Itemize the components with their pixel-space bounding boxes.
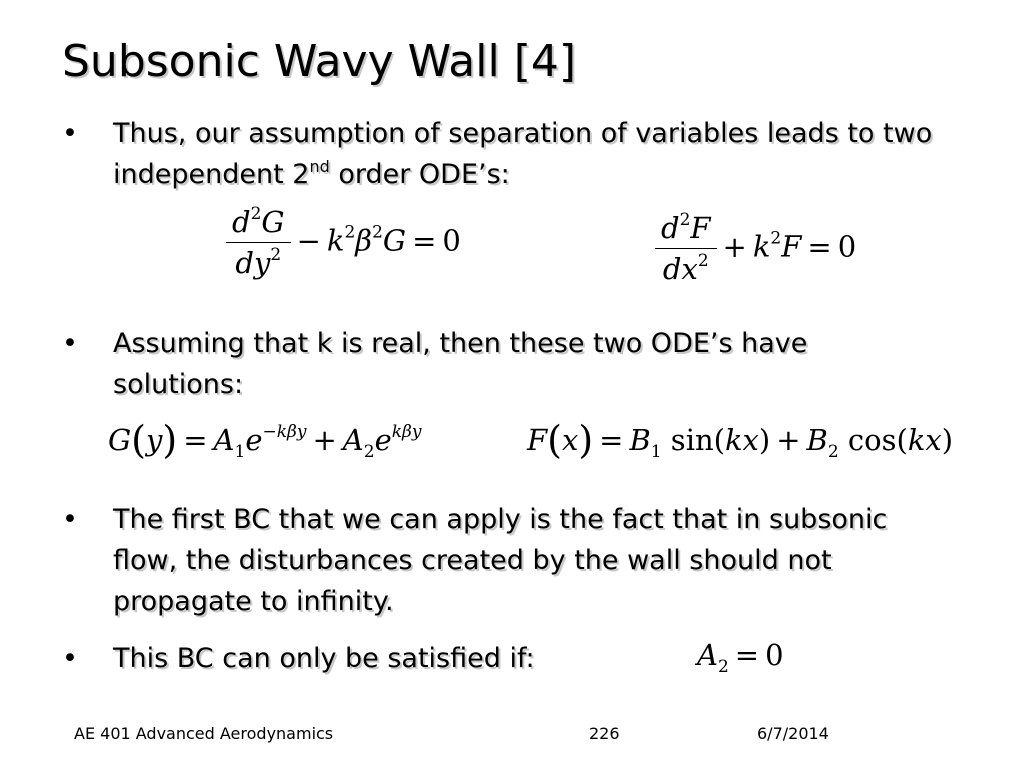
footer-page-number: 226 — [589, 724, 620, 743]
bullet-marker: • — [62, 118, 78, 149]
condition-equation: $A_2 = 0$ — [697, 638, 784, 677]
bullet-marker: • — [62, 643, 78, 674]
ode-f-equation: $\frac{d^2F}{dx^2}$ + $k^2F = 0$ — [655, 211, 856, 286]
bullet-marker: • — [62, 328, 78, 359]
bullet-1-text: Thus, our assumption of separation of variables leads to two independent 2nd order ODE’s: — [113, 118, 933, 190]
solution-g-equation: $G(y) = A_1e^{-k\beta y} + A_2e^{k\beta y}$ — [108, 418, 422, 462]
slide-title: Subsonic Wavy Wall [4] — [62, 36, 577, 87]
solution-f-equation: $F(x) = B_1$ $\sin(kx) + B_2$ cos(kx) — [527, 418, 954, 462]
bullet-3-text: The first BC that we can apply is the fact that in subsonic flow, the disturbances created by the wall should not propagate to infinity. — [113, 504, 888, 617]
footer-date: 6/7/2014 — [757, 724, 829, 743]
ode-g-equation: $\frac{d^2G}{dy^2}$ − $k^2\beta^2G = 0$ — [226, 205, 461, 280]
footer-course: AE 401 Advanced Aerodynamics — [74, 724, 334, 743]
bullet-marker: • — [62, 504, 78, 535]
bullet-2-text: Assuming that k is real, then these two ODE’s have solutions: — [113, 328, 808, 400]
bullet-4-text: This BC can only be satisfied if: — [113, 643, 535, 674]
